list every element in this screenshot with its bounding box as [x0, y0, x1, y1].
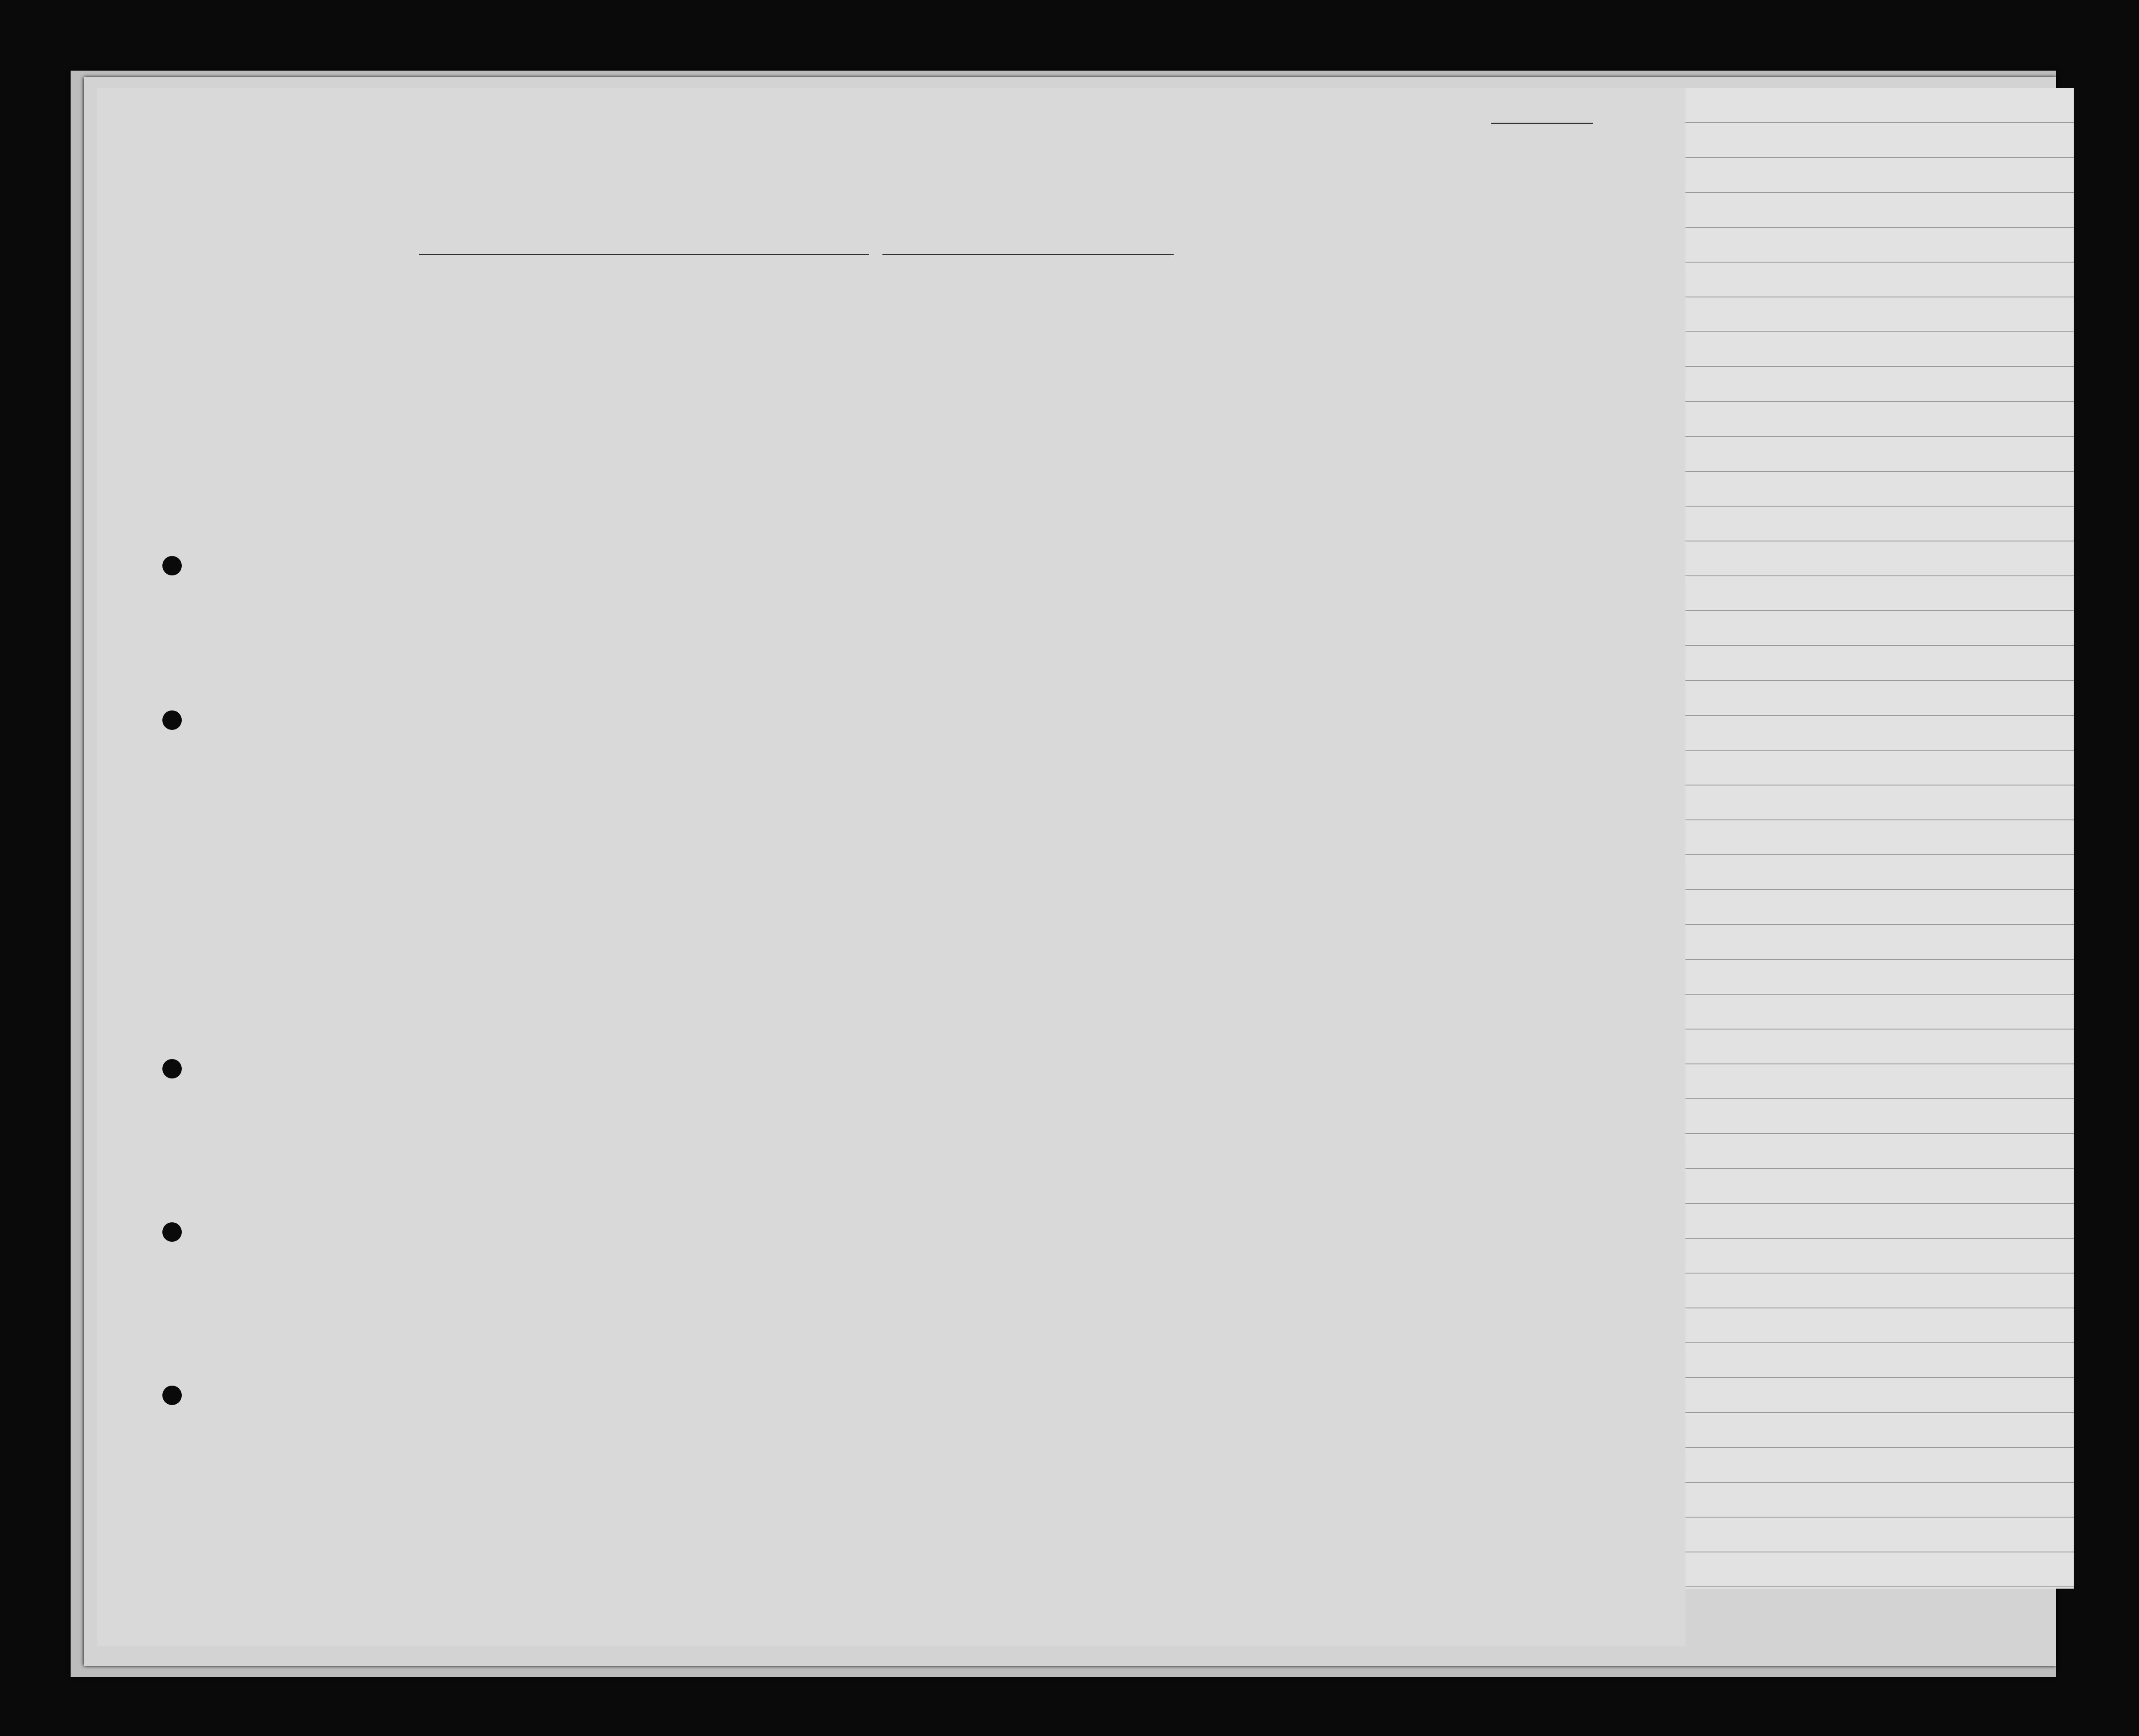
right-adjacent-sheet	[1650, 88, 2074, 1589]
arriving-line	[882, 254, 1174, 255]
binder-hole	[162, 1386, 182, 1405]
binder-hole	[162, 556, 182, 575]
binder-hole	[162, 710, 182, 730]
binder-hole	[162, 1222, 182, 1242]
binder-hole	[162, 1059, 182, 1078]
list-line	[1491, 123, 1593, 124]
manifest-sheet	[97, 88, 1685, 1646]
arriving-line	[419, 254, 869, 255]
